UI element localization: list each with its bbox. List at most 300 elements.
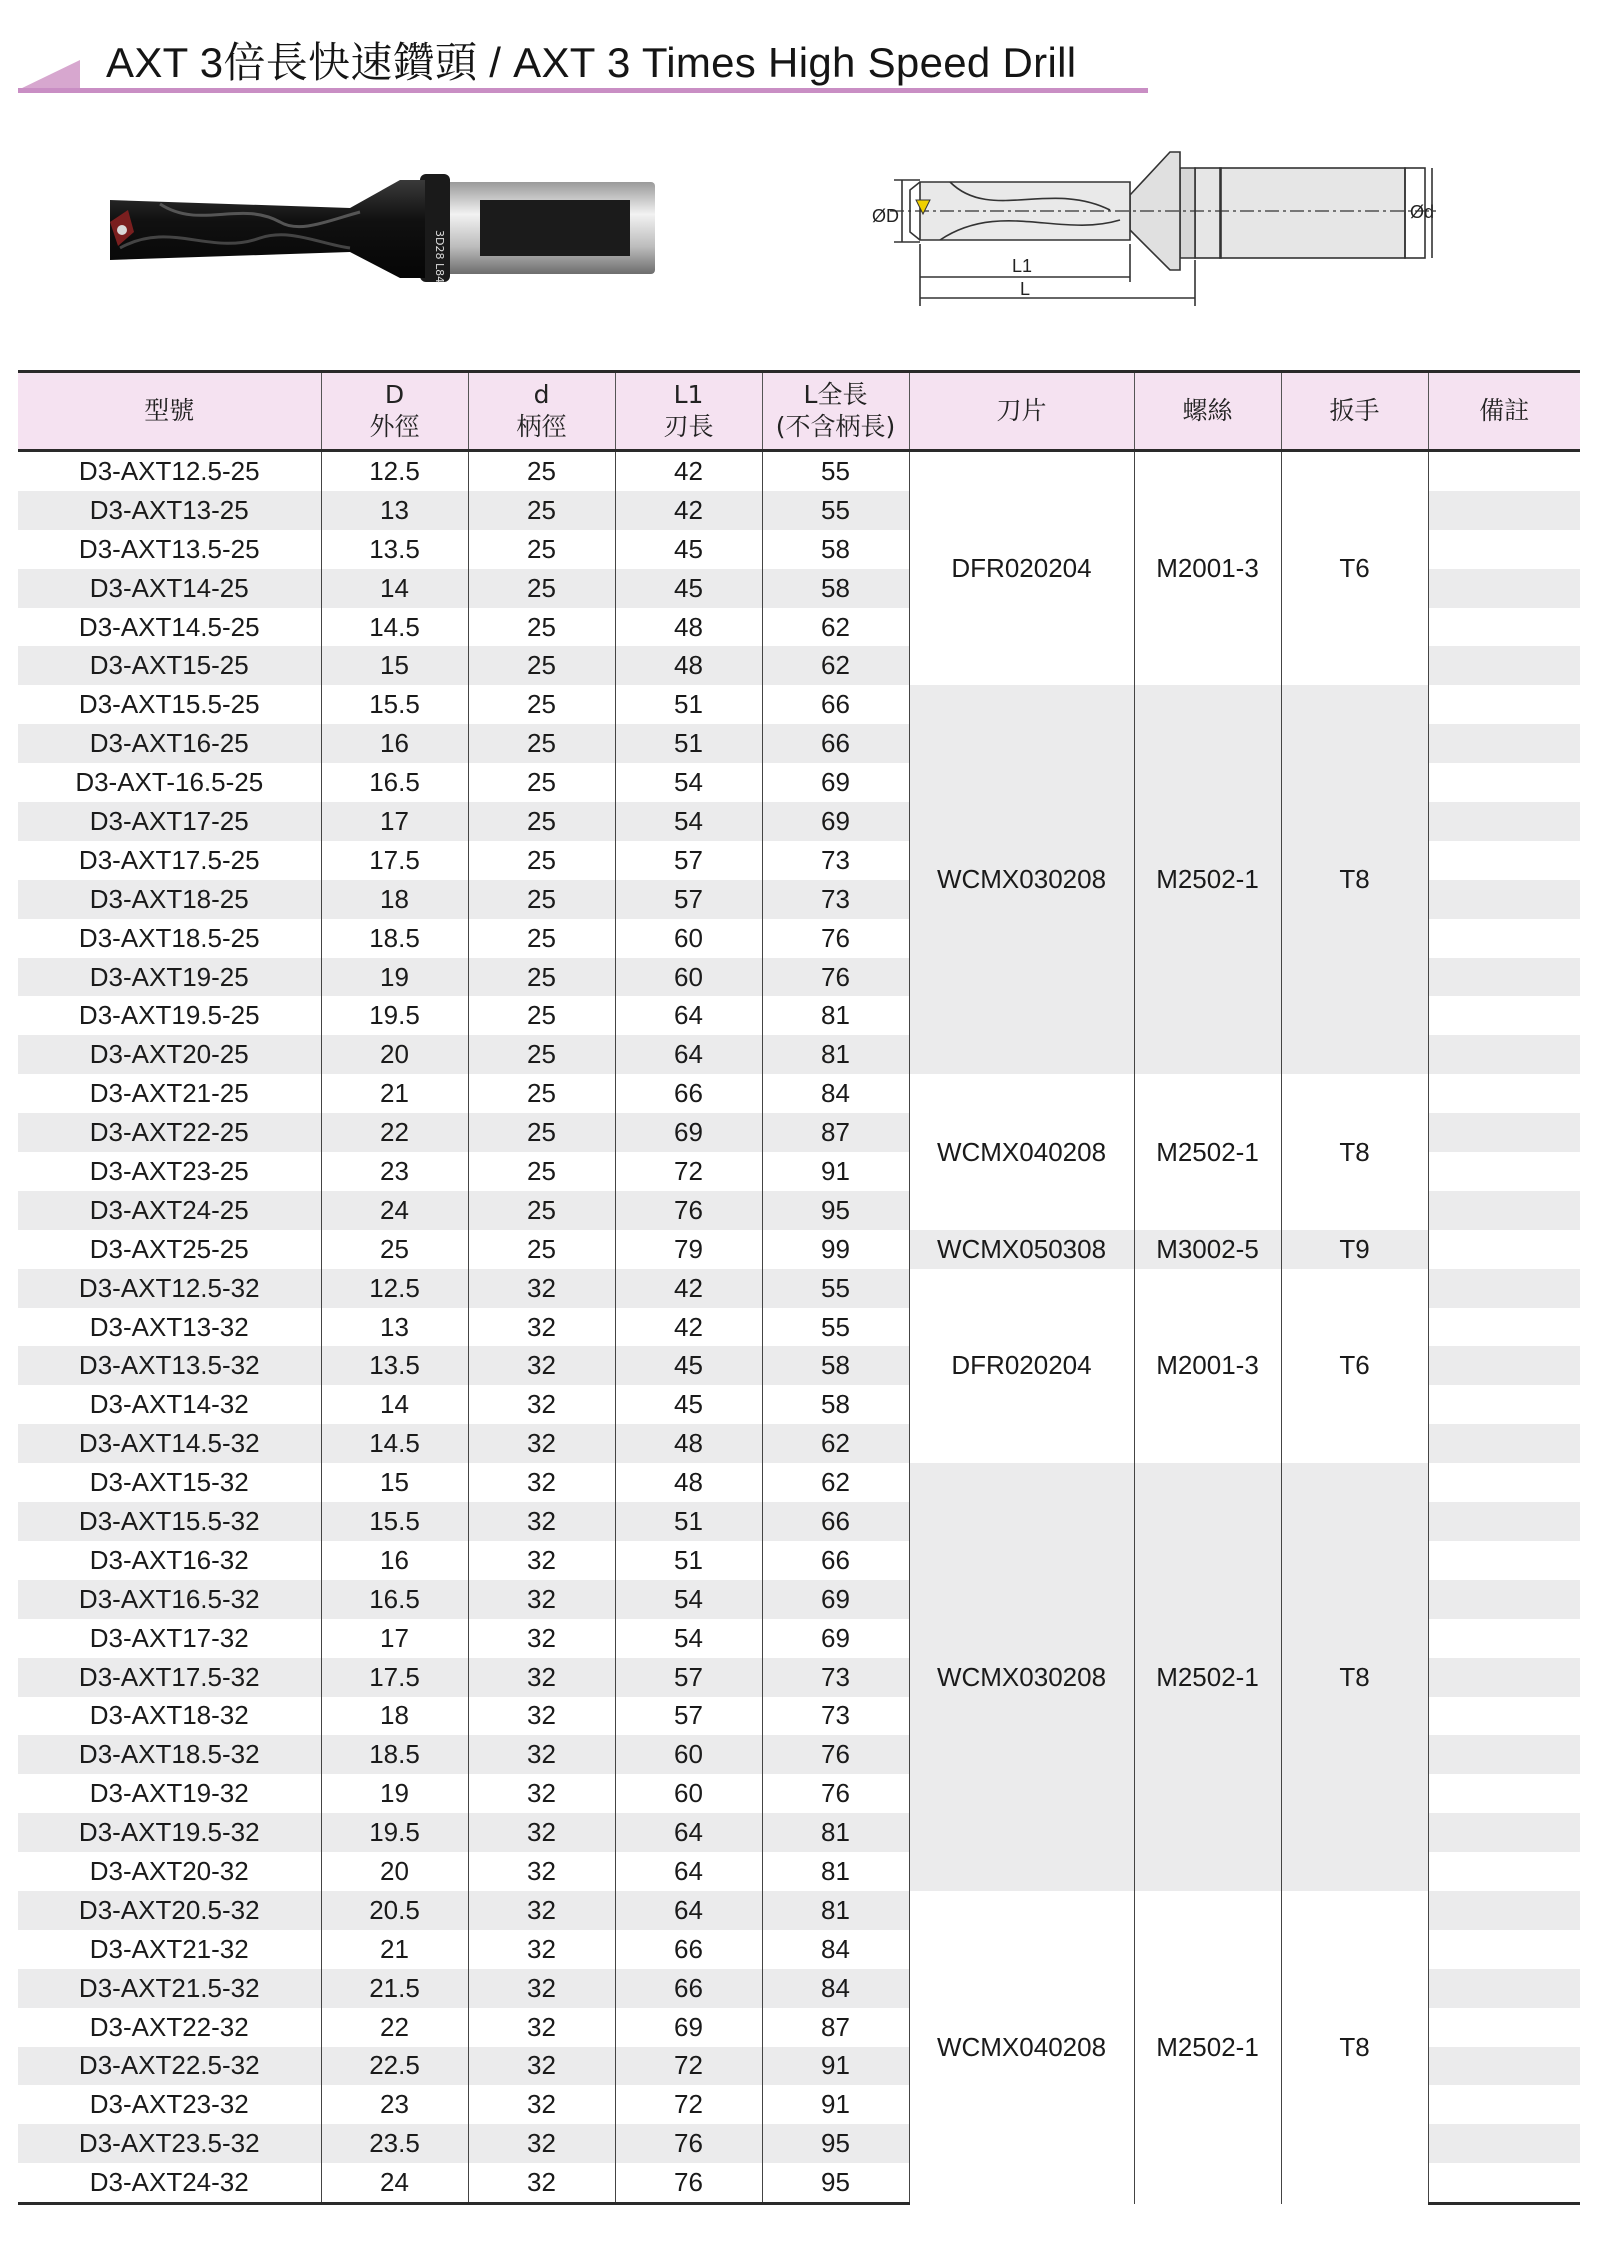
cell-d: 25 xyxy=(468,1113,615,1152)
cell-D: 15.5 xyxy=(321,1502,468,1541)
cell-remark xyxy=(1428,841,1580,880)
cell-L: 87 xyxy=(762,2008,909,2047)
cell-L: 95 xyxy=(762,2124,909,2163)
cell-d: 25 xyxy=(468,880,615,919)
cell-model: D3-AXT14.5-25 xyxy=(18,608,321,647)
cell-remark xyxy=(1428,880,1580,919)
cell-remark xyxy=(1428,608,1580,647)
cell-model: D3-AXT17.5-25 xyxy=(18,841,321,880)
cell-remark xyxy=(1428,996,1580,1035)
table-body xyxy=(18,451,1580,2204)
cell-D: 17 xyxy=(321,1619,468,1658)
cell-model: D3-AXT22-32 xyxy=(18,2008,321,2047)
cell-D: 22.5 xyxy=(321,2047,468,2086)
cell-remark xyxy=(1428,2008,1580,2047)
wrench-cell: T9 xyxy=(1281,1230,1428,1269)
cell-model: D3-AXT19.5-32 xyxy=(18,1813,321,1852)
cell-model: D3-AXT14.5-32 xyxy=(18,1424,321,1463)
cell-D: 20 xyxy=(321,1035,468,1074)
cell-d: 25 xyxy=(468,1191,615,1230)
header-L: L全長 (不含柄長) xyxy=(762,372,909,451)
cell-d: 32 xyxy=(468,2047,615,2086)
wrench-cell: T8 xyxy=(1281,1891,1428,2204)
cell-remark xyxy=(1428,1658,1580,1697)
header-model: 型號 xyxy=(18,372,321,451)
page-title: AXT 3倍長快速鑽頭 / AXT 3 Times High Speed Drill xyxy=(106,39,1077,86)
cell-model: D3-AXT25-25 xyxy=(18,1230,321,1269)
cell-L1: 66 xyxy=(615,1074,762,1113)
cell-D: 21 xyxy=(321,1074,468,1113)
cell-model: D3-AXT13.5-32 xyxy=(18,1346,321,1385)
cell-L1: 51 xyxy=(615,1541,762,1580)
cell-L: 81 xyxy=(762,1813,909,1852)
cell-d: 25 xyxy=(468,1152,615,1191)
cell-D: 14.5 xyxy=(321,608,468,647)
cell-L: 87 xyxy=(762,1113,909,1152)
cell-remark xyxy=(1428,1774,1580,1813)
cell-model: D3-AXT23-32 xyxy=(18,2085,321,2124)
cell-d: 25 xyxy=(468,608,615,647)
screw-cell: M2502-1 xyxy=(1134,685,1281,1074)
cell-L1: 54 xyxy=(615,763,762,802)
cell-model: D3-AXT19.5-25 xyxy=(18,996,321,1035)
cell-D: 20.5 xyxy=(321,1891,468,1930)
cell-model: D3-AXT13-32 xyxy=(18,1308,321,1347)
cell-L1: 57 xyxy=(615,1697,762,1736)
cell-model: D3-AXT12.5-25 xyxy=(18,451,321,491)
table-row xyxy=(18,1891,1580,1930)
cell-d: 32 xyxy=(468,2008,615,2047)
cell-L: 91 xyxy=(762,2047,909,2086)
cell-model: D3-AXT20.5-32 xyxy=(18,1891,321,1930)
cell-d: 25 xyxy=(468,646,615,685)
cell-remark xyxy=(1428,569,1580,608)
cell-model: D3-AXT22-25 xyxy=(18,1113,321,1152)
cell-L: 81 xyxy=(762,1891,909,1930)
cell-model: D3-AXT15.5-25 xyxy=(18,685,321,724)
cell-remark xyxy=(1428,1891,1580,1930)
cell-D: 24 xyxy=(321,1191,468,1230)
insert-cell: WCMX030208 xyxy=(909,685,1134,1074)
cell-D: 15 xyxy=(321,646,468,685)
cell-remark xyxy=(1428,1619,1580,1658)
cell-d: 32 xyxy=(468,1930,615,1969)
cell-D: 21.5 xyxy=(321,1969,468,2008)
wrench-cell: T6 xyxy=(1281,1269,1428,1463)
cell-remark xyxy=(1428,1580,1580,1619)
diagram-label-d: Ød xyxy=(1410,202,1435,222)
cell-d: 25 xyxy=(468,1074,615,1113)
cell-L: 58 xyxy=(762,1385,909,1424)
cell-L: 69 xyxy=(762,802,909,841)
cell-model: D3-AXT18-25 xyxy=(18,880,321,919)
cell-D: 19 xyxy=(321,958,468,997)
cell-L1: 48 xyxy=(615,646,762,685)
cell-d: 25 xyxy=(468,451,615,491)
cell-L1: 42 xyxy=(615,1308,762,1347)
diagram-label-L1: L1 xyxy=(1012,256,1033,276)
cell-d: 32 xyxy=(468,2163,615,2203)
cell-D: 13 xyxy=(321,1308,468,1347)
cell-L: 84 xyxy=(762,1969,909,2008)
cell-D: 13 xyxy=(321,491,468,530)
cell-remark xyxy=(1428,530,1580,569)
cell-D: 12.5 xyxy=(321,1269,468,1308)
diagram-label-D: ØD xyxy=(872,206,899,226)
cell-L1: 66 xyxy=(615,1930,762,1969)
cell-d: 32 xyxy=(468,1774,615,1813)
drill-diagram xyxy=(850,140,1450,315)
cell-L1: 54 xyxy=(615,1619,762,1658)
cell-remark xyxy=(1428,1969,1580,2008)
drill-diagram-graphic xyxy=(850,140,1450,315)
cell-D: 19 xyxy=(321,1774,468,1813)
cell-L: 73 xyxy=(762,841,909,880)
cell-d: 32 xyxy=(468,1346,615,1385)
cell-D: 23.5 xyxy=(321,2124,468,2163)
cell-remark xyxy=(1428,2047,1580,2086)
table-row xyxy=(18,451,1580,491)
cell-model: D3-AXT24-32 xyxy=(18,2163,321,2203)
cell-L1: 48 xyxy=(615,1463,762,1502)
cell-L1: 42 xyxy=(615,491,762,530)
cell-d: 25 xyxy=(468,724,615,763)
cell-model: D3-AXT15-32 xyxy=(18,1463,321,1502)
cell-L1: 60 xyxy=(615,1735,762,1774)
cell-remark xyxy=(1428,1074,1580,1113)
cell-L1: 45 xyxy=(615,530,762,569)
cell-D: 21 xyxy=(321,1930,468,1969)
cell-d: 32 xyxy=(468,1308,615,1347)
cell-L: 91 xyxy=(762,1152,909,1191)
cell-d: 32 xyxy=(468,1502,615,1541)
cell-D: 17 xyxy=(321,802,468,841)
cell-L: 73 xyxy=(762,1658,909,1697)
cell-D: 23 xyxy=(321,2085,468,2124)
cell-D: 18.5 xyxy=(321,1735,468,1774)
cell-remark xyxy=(1428,1269,1580,1308)
cell-D: 15 xyxy=(321,1463,468,1502)
cell-D: 17.5 xyxy=(321,841,468,880)
cell-L: 91 xyxy=(762,2085,909,2124)
cell-L1: 57 xyxy=(615,841,762,880)
cell-model: D3-AXT21.5-32 xyxy=(18,1969,321,2008)
cell-L: 73 xyxy=(762,880,909,919)
header-wrench: 扳手 xyxy=(1281,372,1428,451)
cell-d: 32 xyxy=(468,1969,615,2008)
cell-d: 32 xyxy=(468,1697,615,1736)
header-screw: 螺絲 xyxy=(1134,372,1281,451)
cell-L: 58 xyxy=(762,1346,909,1385)
screw-cell: M2502-1 xyxy=(1134,1891,1281,2204)
cell-model: D3-AXT19-25 xyxy=(18,958,321,997)
cell-remark xyxy=(1428,1813,1580,1852)
cell-L: 76 xyxy=(762,958,909,997)
cell-L1: 51 xyxy=(615,1502,762,1541)
cell-d: 32 xyxy=(468,2085,615,2124)
cell-model: D3-AXT16-32 xyxy=(18,1541,321,1580)
cell-remark xyxy=(1428,763,1580,802)
screw-cell: M2502-1 xyxy=(1134,1463,1281,1891)
cell-L1: 69 xyxy=(615,1113,762,1152)
cell-D: 12.5 xyxy=(321,451,468,491)
header-insert: 刀片 xyxy=(909,372,1134,451)
page-header xyxy=(18,20,1148,100)
cell-model: D3-AXT18.5-32 xyxy=(18,1735,321,1774)
cell-L: 55 xyxy=(762,491,909,530)
cell-remark xyxy=(1428,451,1580,491)
insert-cell: WCMX030208 xyxy=(909,1463,1134,1891)
cell-L1: 60 xyxy=(615,919,762,958)
cell-L1: 51 xyxy=(615,685,762,724)
cell-d: 25 xyxy=(468,802,615,841)
cell-model: D3-AXT21-32 xyxy=(18,1930,321,1969)
cell-model: D3-AXT21-25 xyxy=(18,1074,321,1113)
cell-L: 69 xyxy=(762,1619,909,1658)
cell-L: 95 xyxy=(762,1191,909,1230)
cell-d: 25 xyxy=(468,685,615,724)
cell-remark xyxy=(1428,1346,1580,1385)
cell-L1: 64 xyxy=(615,1891,762,1930)
cell-model: D3-AXT16.5-32 xyxy=(18,1580,321,1619)
cell-model: D3-AXT15.5-32 xyxy=(18,1502,321,1541)
cell-d: 25 xyxy=(468,1230,615,1269)
cell-remark xyxy=(1428,1230,1580,1269)
cell-remark xyxy=(1428,2085,1580,2124)
cell-remark xyxy=(1428,1152,1580,1191)
cell-L: 84 xyxy=(762,1074,909,1113)
cell-L: 55 xyxy=(762,1269,909,1308)
cell-remark xyxy=(1428,1035,1580,1074)
insert-cell: WCMX050308 xyxy=(909,1230,1134,1269)
table-row xyxy=(18,1269,1580,1308)
cell-D: 14 xyxy=(321,1385,468,1424)
cell-L: 58 xyxy=(762,569,909,608)
cell-L1: 60 xyxy=(615,958,762,997)
cell-D: 20 xyxy=(321,1852,468,1891)
cell-d: 25 xyxy=(468,841,615,880)
cell-remark xyxy=(1428,491,1580,530)
cell-L: 62 xyxy=(762,646,909,685)
cell-remark xyxy=(1428,685,1580,724)
cell-D: 19.5 xyxy=(321,996,468,1035)
cell-D: 16.5 xyxy=(321,763,468,802)
cell-L1: 64 xyxy=(615,1813,762,1852)
cell-D: 18 xyxy=(321,1697,468,1736)
cell-L: 66 xyxy=(762,1541,909,1580)
cell-L: 76 xyxy=(762,919,909,958)
cell-d: 25 xyxy=(468,491,615,530)
cell-L1: 66 xyxy=(615,1969,762,2008)
cell-model: D3-AXT22.5-32 xyxy=(18,2047,321,2086)
cell-L1: 45 xyxy=(615,1385,762,1424)
cell-L1: 54 xyxy=(615,1580,762,1619)
cell-L1: 42 xyxy=(615,1269,762,1308)
table-row xyxy=(18,685,1580,724)
cell-L: 62 xyxy=(762,1424,909,1463)
cell-D: 24 xyxy=(321,2163,468,2203)
header-D: D 外徑 xyxy=(321,372,468,451)
cell-model: D3-AXT23-25 xyxy=(18,1152,321,1191)
cell-L1: 57 xyxy=(615,880,762,919)
cell-L1: 60 xyxy=(615,1774,762,1813)
cell-d: 25 xyxy=(468,763,615,802)
cell-remark xyxy=(1428,1541,1580,1580)
cell-D: 22 xyxy=(321,1113,468,1152)
cell-model: D3-AXT17.5-32 xyxy=(18,1658,321,1697)
insert-cell: WCMX040208 xyxy=(909,1074,1134,1230)
cell-model: D3-AXT15-25 xyxy=(18,646,321,685)
cell-d: 32 xyxy=(468,2124,615,2163)
cell-L1: 54 xyxy=(615,802,762,841)
cell-remark xyxy=(1428,2163,1580,2203)
cell-model: D3-AXT-16.5-25 xyxy=(18,763,321,802)
cell-L1: 79 xyxy=(615,1230,762,1269)
drill-photo-graphic xyxy=(100,160,670,300)
cell-model: D3-AXT18-32 xyxy=(18,1697,321,1736)
cell-L: 55 xyxy=(762,451,909,491)
diagram-label-L: L xyxy=(1020,279,1031,299)
cell-L: 62 xyxy=(762,608,909,647)
table-row xyxy=(18,1463,1580,1502)
screw-cell: M2001-3 xyxy=(1134,451,1281,686)
cell-D: 16.5 xyxy=(321,1580,468,1619)
cell-d: 25 xyxy=(468,569,615,608)
cell-d: 32 xyxy=(468,1852,615,1891)
cell-L: 99 xyxy=(762,1230,909,1269)
cell-L: 73 xyxy=(762,1697,909,1736)
header-d: d 柄徑 xyxy=(468,372,615,451)
cell-model: D3-AXT14-32 xyxy=(18,1385,321,1424)
cell-model: D3-AXT18.5-25 xyxy=(18,919,321,958)
insert-cell: DFR020204 xyxy=(909,451,1134,686)
cell-L: 66 xyxy=(762,1502,909,1541)
cell-d: 32 xyxy=(468,1619,615,1658)
cell-L1: 76 xyxy=(615,2124,762,2163)
cell-d: 32 xyxy=(468,1385,615,1424)
insert-cell: WCMX040208 xyxy=(909,1891,1134,2204)
cell-remark xyxy=(1428,2124,1580,2163)
wrench-cell: T8 xyxy=(1281,685,1428,1074)
cell-remark xyxy=(1428,1463,1580,1502)
cell-D: 19.5 xyxy=(321,1813,468,1852)
cell-D: 16 xyxy=(321,1541,468,1580)
cell-D: 17.5 xyxy=(321,1658,468,1697)
cell-d: 32 xyxy=(468,1541,615,1580)
cell-L: 62 xyxy=(762,1463,909,1502)
table-header-row xyxy=(18,372,1580,451)
cell-L1: 76 xyxy=(615,1191,762,1230)
cell-L1: 57 xyxy=(615,1658,762,1697)
cell-L1: 72 xyxy=(615,2047,762,2086)
cell-d: 32 xyxy=(468,1735,615,1774)
cell-d: 25 xyxy=(468,530,615,569)
cell-remark xyxy=(1428,1852,1580,1891)
cell-L1: 48 xyxy=(615,608,762,647)
screw-cell: M2001-3 xyxy=(1134,1269,1281,1463)
header-accent-triangle xyxy=(18,60,80,90)
wrench-cell: T8 xyxy=(1281,1463,1428,1891)
cell-model: D3-AXT24-25 xyxy=(18,1191,321,1230)
cell-D: 18 xyxy=(321,880,468,919)
cell-d: 25 xyxy=(468,1035,615,1074)
cell-d: 32 xyxy=(468,1424,615,1463)
cell-L1: 64 xyxy=(615,1852,762,1891)
cell-L1: 69 xyxy=(615,2008,762,2047)
cell-d: 25 xyxy=(468,996,615,1035)
cell-L1: 72 xyxy=(615,1152,762,1191)
header-underline xyxy=(18,88,1148,93)
screw-cell: M3002-5 xyxy=(1134,1230,1281,1269)
cell-remark xyxy=(1428,919,1580,958)
cell-remark xyxy=(1428,802,1580,841)
cell-d: 32 xyxy=(468,1269,615,1308)
spec-table-wrapper xyxy=(18,370,1580,2205)
cell-remark xyxy=(1428,1113,1580,1152)
cell-d: 32 xyxy=(468,1658,615,1697)
cell-L1: 48 xyxy=(615,1424,762,1463)
cell-remark xyxy=(1428,646,1580,685)
cell-L: 66 xyxy=(762,724,909,763)
wrench-cell: T6 xyxy=(1281,451,1428,686)
cell-L1: 45 xyxy=(615,569,762,608)
cell-remark xyxy=(1428,724,1580,763)
cell-d: 25 xyxy=(468,958,615,997)
cell-L: 76 xyxy=(762,1774,909,1813)
cell-D: 13.5 xyxy=(321,530,468,569)
cell-D: 22 xyxy=(321,2008,468,2047)
cell-L: 81 xyxy=(762,1852,909,1891)
cell-remark xyxy=(1428,1735,1580,1774)
cell-remark xyxy=(1428,1502,1580,1541)
cell-D: 15.5 xyxy=(321,685,468,724)
cell-model: D3-AXT12.5-32 xyxy=(18,1269,321,1308)
cell-L: 84 xyxy=(762,1930,909,1969)
cell-remark xyxy=(1428,1930,1580,1969)
header-L1: L1 刃長 xyxy=(615,372,762,451)
cell-L1: 72 xyxy=(615,2085,762,2124)
cell-L: 55 xyxy=(762,1308,909,1347)
cell-L: 58 xyxy=(762,530,909,569)
cell-D: 23 xyxy=(321,1152,468,1191)
cell-remark xyxy=(1428,1308,1580,1347)
cell-D: 13.5 xyxy=(321,1346,468,1385)
cell-remark xyxy=(1428,1424,1580,1463)
cell-model: D3-AXT13.5-25 xyxy=(18,530,321,569)
cell-d: 32 xyxy=(468,1580,615,1619)
cell-remark xyxy=(1428,1191,1580,1230)
cell-L1: 51 xyxy=(615,724,762,763)
cell-L: 81 xyxy=(762,996,909,1035)
drill-photo xyxy=(100,160,670,300)
header-remark: 備註 xyxy=(1428,372,1580,451)
cell-model: D3-AXT17-32 xyxy=(18,1619,321,1658)
cell-D: 14 xyxy=(321,569,468,608)
insert-cell: DFR020204 xyxy=(909,1269,1134,1463)
shank-marking: 3D28 L84 xyxy=(433,230,446,284)
cell-d: 32 xyxy=(468,1813,615,1852)
cell-D: 14.5 xyxy=(321,1424,468,1463)
cell-d: 25 xyxy=(468,919,615,958)
cell-L1: 42 xyxy=(615,451,762,491)
cell-model: D3-AXT23.5-32 xyxy=(18,2124,321,2163)
cell-d: 32 xyxy=(468,1463,615,1502)
table-row xyxy=(18,1230,1580,1269)
cell-L1: 76 xyxy=(615,2163,762,2203)
cell-model: D3-AXT13-25 xyxy=(18,491,321,530)
cell-remark xyxy=(1428,1385,1580,1424)
cell-model: D3-AXT20-32 xyxy=(18,1852,321,1891)
